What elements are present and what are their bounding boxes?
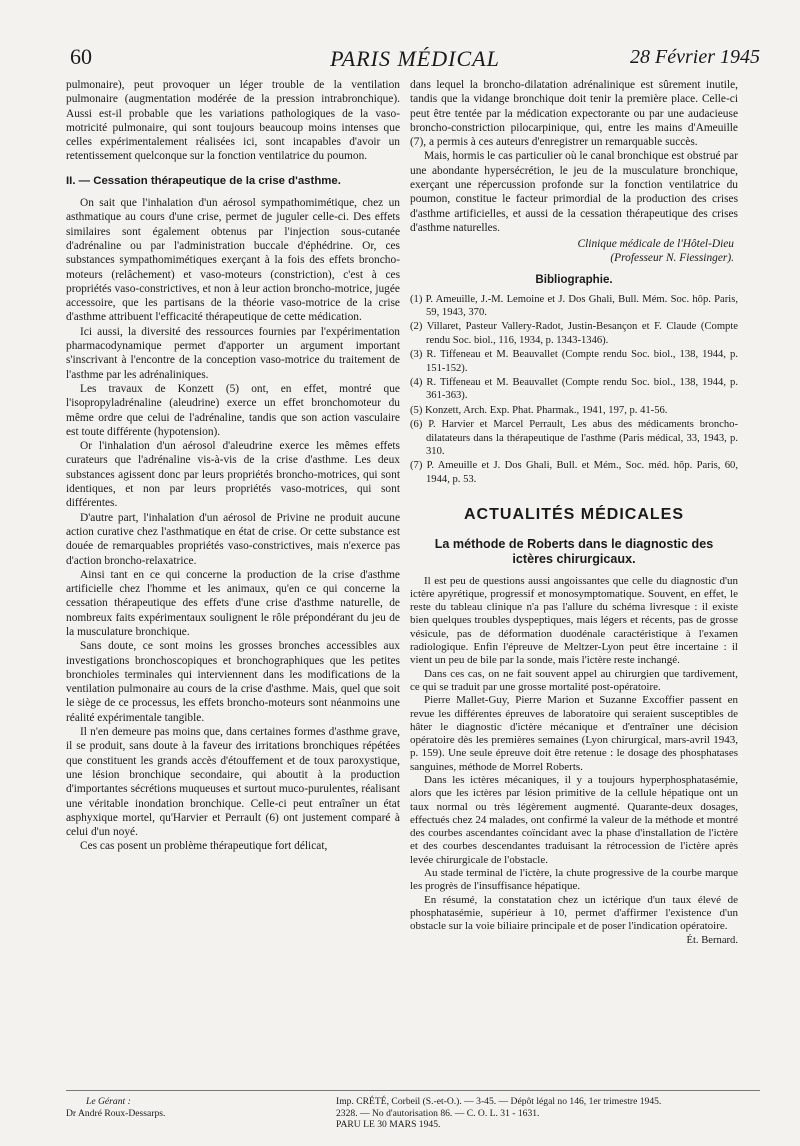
paragraph: Dans les ictères mécaniques, il y a toujours hyperphosphatasémie, alors que les ictères par lésion primitive de la cellule hépatique ont un taux normal ou très légèrement augmenté. Quarante-deux dosages, effectués chez 24 malades, ont confirmé la valeur de la méthode et montré des courbes ascendantes coïncidant avec la phase d'installation de l'ictère et des courbes descendantes traduisant la rétrocession de l'ictère après levée chirurgicale de l'obstacle. — [410, 774, 738, 866]
article-author: Ét. Bernard. — [686, 934, 738, 946]
bibliography-item: (2) Villaret, Pasteur Vallery-Radot, Justin-Besançon et F. Claude (Compte rendu Soc. biol., 116, 1934, p. 1343-1346). — [410, 321, 738, 346]
paragraph: En résumé, la constatation chez un ictérique d'un taux élevé de phosphatasémie, supérieur à 10, permet d'affirmer l'existence d'un obstacle sur la voie biliaire principale et de poser l'indication opératoire. — [410, 893, 738, 933]
bibliography-item: (5) Konzett, Arch. Exp. Phat. Pharmak., 1941, 197, p. 41-56. — [410, 404, 668, 416]
printing-line: PARU LE 30 MARS 1945. — [336, 1119, 441, 1131]
printing-info — [336, 1096, 800, 1131]
paragraph: D'autre part, l'inhalation d'un aérosol de Privine ne produit aucune action curative chez l'asthmatique en état de crise. Or cette substance est douée de remarquables propriétés vaso-constrictives, mais n'exerce pas d'action broncho-relaxatrice. — [66, 511, 400, 567]
article-title: La méthode de Roberts dans le diagnostic des ictères chirurgicaux. — [434, 536, 714, 566]
bibliography-item: (1) P. Ameuille, J.-M. Lemoine et J. Dos Ghali, Bull. Mém. Soc. hôp. Paris, 59, 1943, 370. — [410, 293, 738, 318]
issue-date: 28 Février 1945 — [630, 46, 760, 68]
manager-name: Dr André Roux-Dessarps. — [66, 1107, 166, 1119]
bibliography-item: (4) R. Tiffeneau et M. Beauvallet (Compte rendu Soc. biol., 138, 1944, p. 361-363). — [410, 377, 738, 402]
paragraph: pulmonaire), peut provoquer un léger trouble de la ventilation pulmonaire (augmentation modérée de la pression intrabronchique). Aussi est-il probable que les variations pathologiques de la vaso-motricité pulmonaire, qui sont toujours beaucoup moins intenses que celles expérimentalement réalisées ici, sont incapables d'avoir un retentissement quelconque sur la fonction ventilatrice du poumon. — [66, 79, 400, 163]
bibliography-item: (7) P. Ameuille et J. Dos Ghali, Bull. et Mém., Soc. méd. hôp. Paris, 60, 1944, p. 53. — [410, 460, 738, 485]
signature-line: (Professeur N. Fiessinger). — [610, 252, 734, 265]
bibliography-item: (6) P. Harvier et Marcel Perrault, Les abus des médicaments broncho-dilatateurs dans la thérapeutique de l'asthme (Paris médical, 33, 1943, p. 310. — [410, 419, 738, 458]
paragraph: Il est peu de questions aussi angoissantes que celle du diagnostic d'un ictère apyrétique, progressif et monosymptomatique. Souvent, en effet, le reste du tableau clinique n'a pas l'allure du schéma livresque : il existe bien quelques troubles dyspeptiques, mais légers et récents, pas de grosse vésicule, pas de déformation duodénale caractéristique à l'examen radiologique. Enfin l'épreuve de Meltzer-Lyon peut être incertaine : il vient un peu de bile par la sonde, mais l'ictère reste inchangé. — [410, 574, 738, 667]
paragraph: dans lequel la broncho-dilatation adrénalinique est sûrement inutile, tandis que la vidange bronchique doit tenir la première place. Celle-ci peut être tentée par la médication expectorante ou par une audacieuse broncho-constriction pilocarpinique, qui, entre les mains d'Ameuille (7), a permis à ces auteurs d'enregistrer un remarquable succès. — [410, 79, 738, 149]
left-column — [66, 78, 400, 854]
paragraph: Il n'en demeure pas moins que, dans certaines formes d'asthme grave, il se produit, sans doute à la faveur des irritations bronchiques répétées que constituent les grands accès d'étouffement et de toux paroxystique, une lésion bronchique secondaire, qui aboutit à la production d'importantes sécrétions muqueuses et surtout muco-purulentes, réalisant une véritable inondation bronchique. Celle-ci peut entraîner un état asphyxique mortel, qu'Harvier et Perrault (6) ont justement comparé à celui d'un noyé. — [66, 726, 400, 839]
article-body — [410, 575, 738, 934]
paragraph: Au stade terminal de l'ictère, la chute progressive de la courbe marque les progrès de l'insuffisance hépatique. — [410, 867, 738, 893]
right-column — [410, 78, 738, 948]
publisher-manager — [66, 1096, 216, 1119]
paragraph: Mais, hormis le cas particulier où le canal bronchique est obstrué par une abondante hypersécrétion, le jeu de la musculature bronchique, exerçant une répercussion profonde sur la fonction ventilatrice du poumon, constitue le facteur primordial de la production des crises d'asthme artificielles, et aussi de la cessation thérapeutique des crises d'asthme naturelles. — [410, 150, 738, 234]
paragraph: Ici aussi, la diversité des ressources fournies par l'expérimentation pharmacodynamique permet d'apporter un argument important s'inscrivant à l'encontre de la conception vaso-motrice du traitement de l'asthme par les adrénaliniques. — [66, 325, 400, 381]
signature-line: Clinique médicale de l'Hôtel-Dieu — [577, 238, 734, 251]
section-heading: II. — Cessation thérapeutique de la crise d'asthme. — [66, 174, 341, 187]
page-header — [70, 40, 760, 74]
article-signature — [410, 237, 734, 265]
footer-rule — [66, 1090, 760, 1091]
page-number: 60 — [70, 44, 92, 69]
bibliography-list — [410, 293, 738, 487]
manager-label: Le Gérant : — [86, 1096, 131, 1107]
journal-title: PARIS MÉDICAL — [330, 46, 500, 71]
paragraph: Sans doute, ce sont moins les grosses bronches accessibles aux investigations bronchoscopiques et bronchographiques que les petites bronchioles terminales qui interviennent dans les modifications de la ventilation pulmonaire au cours de la crise d'asthme. Mais, quel que soit le siège de ce processus, les effets broncho-moteurs sont néanmoins une réalité expérimentale tangible. — [66, 640, 400, 724]
paragraph: Or l'inhalation d'un aérosol d'aleudrine exerce les mêmes effets curateurs que l'adrénaline vis-à-vis de la crise d'asthme. Les deux substances agissent donc par leurs propriétés broncho-motrices, qui sont identiques, et non par leurs propriétés vaso-motrices, qui sont différentes. — [66, 440, 400, 510]
paragraph: Les travaux de Konzett (5) ont, en effet, montré que l'isopropyladrénaline (aleudrine) exerce un effet bronchomoteur du même ordre que celui de l'adrénaline, tandis que son action vasculaire est toute différente (hypotension). — [66, 382, 400, 438]
paragraph: Dans ces cas, on ne fait souvent appel au chirurgien que tardivement, ce qui se traduit par une grosse mortalité post-opératoire. — [410, 667, 738, 693]
paragraph: On sait que l'inhalation d'un aérosol sympathomimétique, chez un asthmatique au cours d'une crise, permet de juguler celle-ci. Des effets similaires sont également obtenus par l'injection sous-cutanée d'adrénaline ou par l'administration buccale d'éphédrine. Or, ces substances sympathomimétiques exerçant à la fois des effets broncho-moteurs (relâchement) et vaso-moteurs (constriction), c'est à ces propriétés vaso-constrictives, et non à leur action broncho-motrice, jugée accessoire, que les partisans de la théorie vaso-motrice de la crise d'asthme attribuent l'efficacité thérapeutique de cette médication. — [66, 197, 400, 324]
paragraph: Ces cas posent un problème thérapeutique fort délicat, — [80, 840, 328, 853]
printing-line: 2328. — No d'autorisation 86. — C. O. L. 31 - 1631. — [336, 1107, 540, 1119]
paragraph: Ainsi tant en ce qui concerne la production de la crise d'asthme artificielle chez l'homme et les animaux, qu'en ce qui concerne la cessation thérapeutique des effets d'une crise d'asthme naturelle, de nombreux faits expérimentaux soulignent le rôle prépondérant du jeu de la musculature bronchique. — [66, 568, 400, 638]
bibliography-heading: Bibliographie. — [535, 273, 613, 287]
section-banner: ACTUALITÉS MÉDICALES — [464, 506, 684, 524]
printing-line: Imp. CRÉTÉ, Corbeil (S.-et-O.). — 3-45. — Dépôt légal no 146, 1er trimestre 1945. — [336, 1096, 662, 1107]
paragraph: Pierre Mallet-Guy, Pierre Marion et Suzanne Excoffier passent en revue les différentes épreuves de laboratoire qui seraient susceptibles de hâter le diagnostic d'ictère mécanique et d'entraîner une décision opératoire dès les premières semaines (Lyon chirurgical, mars-avril 1943, p. 159). Une seule épreuve doit être retenue : le dosage des phosphatases sanguines, méthode de Morrel Roberts. — [410, 694, 738, 773]
bibliography-item: (3) R. Tiffeneau et M. Beauvallet (Compte rendu Soc. biol., 138, 1944, p. 151-152). — [410, 349, 738, 374]
